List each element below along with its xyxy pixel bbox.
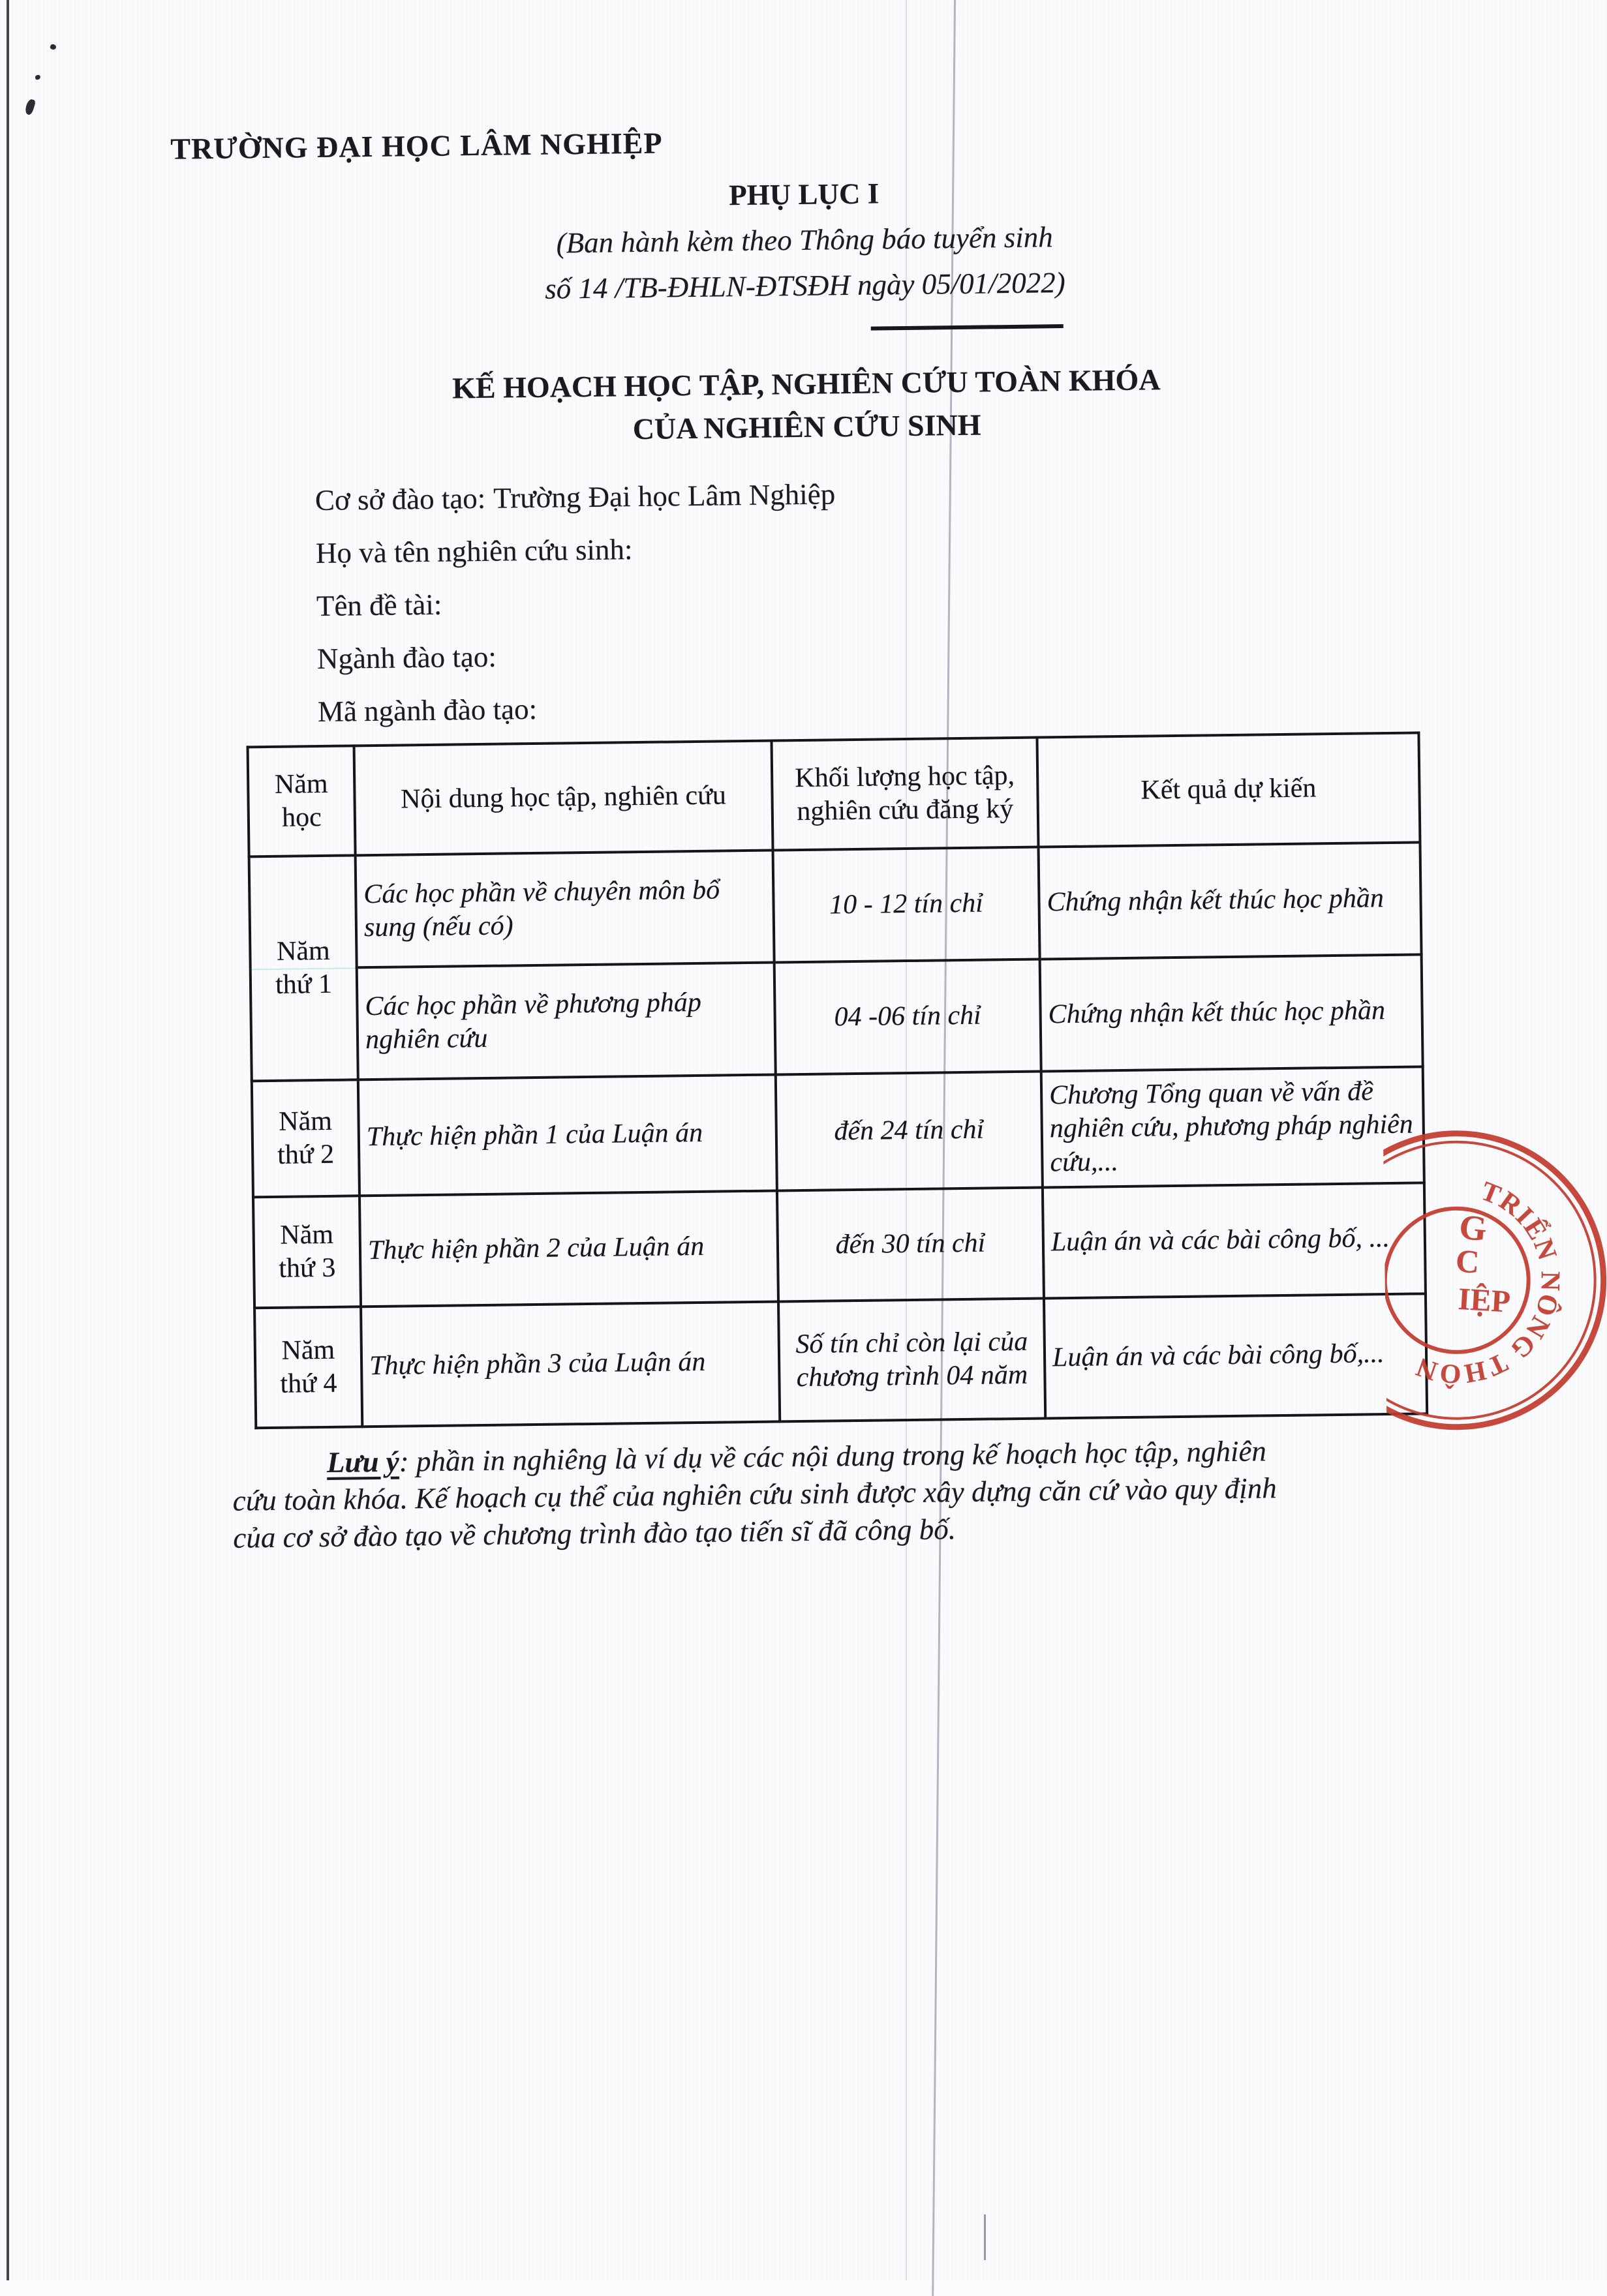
cell-credits: đến 30 tín chỉ bbox=[777, 1188, 1044, 1302]
field-label: Cơ sở đào tạo: bbox=[314, 481, 486, 517]
cell-credits: 04 -06 tín chỉ bbox=[774, 959, 1041, 1075]
cell-content: Thực hiện phần 2 của Luận án bbox=[360, 1190, 778, 1307]
footnote-label: Lưu ý bbox=[326, 1445, 399, 1479]
cell-credits: 10 - 12 tín chỉ bbox=[773, 847, 1040, 963]
field-training-institution bbox=[315, 474, 836, 534]
field-label: Mã ngành đào tạo: bbox=[317, 692, 538, 729]
document-title-line2: CỦA NGHIÊN CỨU SINH bbox=[632, 408, 981, 446]
table-row bbox=[252, 1066, 1424, 1197]
header-content: Nội dung học tập, nghiên cứu bbox=[354, 741, 773, 856]
issue-note-line1: (Ban hành kèm theo Thông báo tuyển sinh bbox=[556, 220, 1053, 260]
cell-credits: đến 24 tín chỉ bbox=[776, 1072, 1043, 1191]
header-expected-result: Kết quả dự kiến bbox=[1037, 733, 1420, 847]
footnote-line: của cơ sở đào tạo về chương trình đào tạo tiến sĩ đã công bố. bbox=[233, 1513, 957, 1554]
table-header-row bbox=[248, 733, 1420, 856]
field-thesis-title bbox=[316, 580, 837, 639]
cell-result: Chương Tổng quan về vấn đề nghiên cứu, phương pháp nghiên cứu,... bbox=[1041, 1066, 1424, 1187]
header-credits: Khối lượng học tập, nghiên cứu đăng ký bbox=[771, 738, 1038, 851]
cell-result: Luận án và các bài công bố,... bbox=[1044, 1293, 1427, 1418]
cell-content: Thực hiện phần 3 của Luận án bbox=[361, 1301, 780, 1427]
issue-note-line2: số 14 /TB-ĐHLN-ĐTSĐH ngày 05/01/2022) bbox=[544, 265, 1066, 305]
stamp-outer-ring bbox=[1383, 1132, 1606, 1428]
field-label: Họ và tên nghiên cứu sinh: bbox=[315, 533, 633, 570]
stamp-center-fragment: C bbox=[1454, 1242, 1480, 1280]
form-fields bbox=[315, 474, 838, 745]
cell-year-1: Năm thứ 1 bbox=[249, 855, 358, 1081]
field-value bbox=[640, 533, 641, 566]
footnote-line: Lưu ý: phần in nghiêng là ví dụ về các nội dung trong kế hoạch học tập, nghiên bbox=[326, 1434, 1267, 1479]
stamp-ring-text: TRIỂN NÔNG THÔN bbox=[1411, 1176, 1565, 1389]
document-title-line1: KẾ HOẠCH HỌC TẬP, NGHIÊN CỨU TOÀN KHÓA bbox=[451, 363, 1161, 405]
footnote bbox=[232, 1431, 1418, 1557]
field-major-code bbox=[318, 686, 838, 745]
red-circular-stamp bbox=[1383, 1073, 1607, 1493]
cell-content: Các học phần về phương pháp nghiên cứu bbox=[357, 963, 776, 1080]
stamp-center-fragment: G bbox=[1458, 1207, 1489, 1249]
cell-result: Chứng nhận kết thúc học phần bbox=[1040, 954, 1423, 1071]
study-plan-table bbox=[247, 731, 1429, 1429]
cell-content: Thực hiện phần 1 của Luận án bbox=[358, 1074, 777, 1196]
table-row bbox=[254, 1293, 1427, 1428]
organization-name: TRƯỜNG ĐẠI HỌC LÂM NGHIỆP bbox=[170, 126, 663, 166]
field-student-name bbox=[316, 527, 836, 586]
cell-content: Các học phần về chuyên môn bổ sung (nếu có) bbox=[356, 851, 774, 968]
cell-year-3: Năm thứ 3 bbox=[253, 1196, 361, 1308]
field-major bbox=[317, 633, 838, 692]
cell-result: Chứng nhận kết thúc học phần bbox=[1039, 842, 1422, 959]
table-row bbox=[251, 954, 1423, 1081]
stamp-inner-circle bbox=[1384, 1207, 1529, 1353]
cell-result: Luận án và các bài công bố, ... bbox=[1043, 1183, 1426, 1298]
table-row bbox=[253, 1183, 1426, 1308]
cell-year-4: Năm thứ 4 bbox=[254, 1307, 362, 1428]
field-value: Trường Đại học Lâm Nghiệp bbox=[493, 477, 836, 515]
field-label: Ngành đào tạo: bbox=[316, 640, 497, 676]
field-label: Tên đề tài: bbox=[316, 588, 442, 623]
cell-year-2: Năm thứ 2 bbox=[252, 1080, 360, 1197]
heading-underline bbox=[871, 324, 1064, 331]
header-year: Năm học bbox=[248, 746, 356, 856]
table-row bbox=[249, 842, 1422, 969]
appendix-title: PHỤ LỤC I bbox=[728, 177, 880, 212]
footnote-line: cứu toàn khóa. Kế hoạch cụ thể của nghiên cứu sinh được xây dựng căn cứ vào quy định bbox=[232, 1472, 1277, 1517]
stamp-center-fragment: IỆP bbox=[1457, 1281, 1512, 1320]
cell-credits: Số tín chỉ còn lại của chương trình 04 năm bbox=[778, 1298, 1045, 1421]
